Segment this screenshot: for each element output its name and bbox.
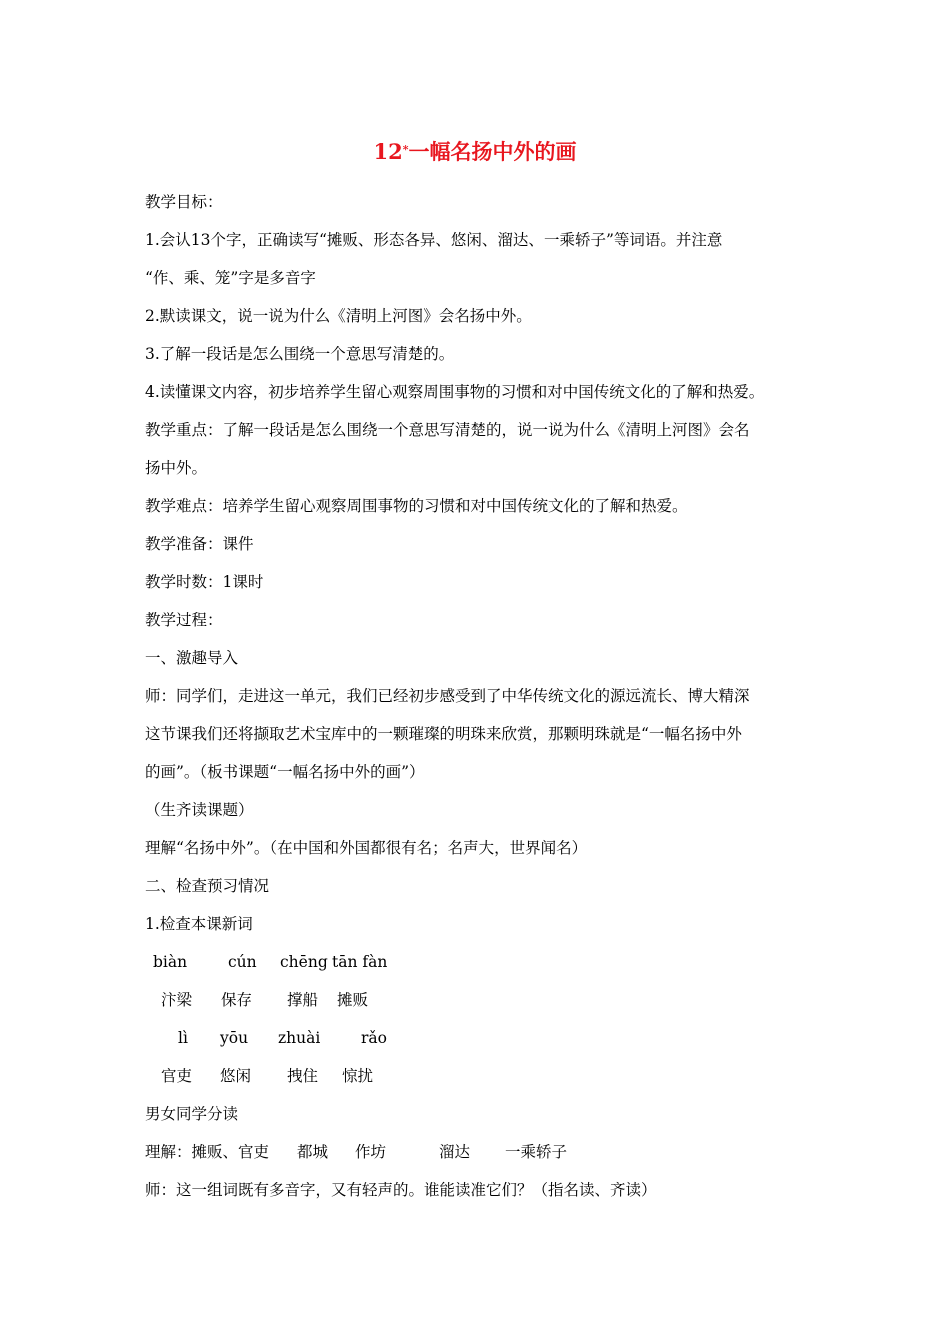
text-line: 男女同学分读 bbox=[145, 1105, 239, 1123]
text-line: 1.检查本课新词 bbox=[145, 915, 253, 933]
text-line: “作、乘、笼”字是多音字 bbox=[145, 269, 316, 287]
terms-line bbox=[145, 1140, 815, 1178]
text-line: 理解“名扬中外”。（在中国和外国都很有名；名声大，世界闻名） bbox=[145, 839, 588, 857]
vocab-word: 保存 bbox=[221, 991, 253, 1009]
pinyin: cún bbox=[228, 953, 257, 971]
text-line: 3.了解一段话是怎么围绕一个意思写清楚的。 bbox=[145, 345, 455, 363]
vocab-word: 官吏 bbox=[161, 1067, 193, 1085]
pinyin: rǎo bbox=[361, 1029, 387, 1047]
word-row bbox=[145, 988, 815, 1026]
pinyin: lì bbox=[178, 1029, 188, 1047]
term: 理解：摊贩、官吏 bbox=[145, 1143, 270, 1161]
pinyin: zhuài bbox=[278, 1029, 321, 1047]
vocab-word: 拽住 bbox=[287, 1067, 319, 1085]
text-line: 扬中外。 bbox=[145, 459, 208, 477]
term: 溜达 bbox=[439, 1143, 471, 1161]
pinyin-row bbox=[145, 1026, 815, 1064]
text-line: 师：同学们，走进这一单元，我们已经初步感受到了中华传统文化的源远流长、博大精深 bbox=[145, 687, 750, 705]
word-row bbox=[145, 1064, 815, 1102]
text-line: 教学准备：课件 bbox=[145, 535, 254, 553]
title-text: 一幅名扬中外的画 bbox=[408, 139, 577, 164]
pinyin: chēng bbox=[280, 953, 328, 971]
page-title bbox=[0, 138, 950, 166]
term: 一乘轿子 bbox=[505, 1143, 568, 1161]
pinyin-row bbox=[145, 950, 815, 988]
title-star: * bbox=[402, 143, 409, 156]
term: 作坊 bbox=[355, 1143, 387, 1161]
title-number: 12 bbox=[373, 139, 403, 164]
text-line: （生齐读课题） bbox=[145, 801, 254, 819]
vocab-word: 悠闲 bbox=[220, 1067, 252, 1085]
text-line: 1.会认13个字，正确读写“摊贩、形态各异、悠闲、溜达、一乘轿子”等词语。并注意 bbox=[145, 231, 723, 249]
pinyin: biàn bbox=[153, 953, 188, 971]
text-line: 师：这一组词既有多音字，又有轻声的。谁能读准它们？（指名读、齐读） bbox=[145, 1181, 657, 1199]
pinyin: tān fàn bbox=[332, 953, 388, 971]
text-line: 教学过程： bbox=[145, 611, 223, 629]
vocab-word: 撑船 bbox=[287, 991, 319, 1009]
text-line: 这节课我们还将撷取艺术宝库中的一颗璀璨的明珠来欣赏，那颗明珠就是“一幅名扬中外 bbox=[145, 725, 742, 743]
text-line: 教学目标： bbox=[145, 193, 223, 211]
vocab-word: 惊扰 bbox=[342, 1067, 374, 1085]
pinyin: yōu bbox=[220, 1029, 249, 1047]
text-line: 教学重点：了解一段话是怎么围绕一个意思写清楚的，说一说为什么《清明上河图》会名 bbox=[145, 421, 750, 439]
term: 都城 bbox=[297, 1143, 329, 1161]
text-line: 4.读懂课文内容，初步培养学生留心观察周围事物的习惯和对中国传统文化的了解和热爱。 bbox=[145, 383, 765, 401]
text-line: 的画”。（板书课题“一幅名扬中外的画”） bbox=[145, 763, 425, 781]
vocab-word: 摊贩 bbox=[337, 991, 369, 1009]
vocab-word: 汴梁 bbox=[161, 991, 193, 1009]
text-line: 2.默读课文，说一说为什么《清明上河图》会名扬中外。 bbox=[145, 307, 532, 325]
document-body bbox=[145, 190, 815, 1216]
text-line: 一、激趣导入 bbox=[145, 649, 239, 667]
text-line: 教学难点：培养学生留心观察周围事物的习惯和对中国传统文化的了解和热爱。 bbox=[145, 497, 688, 515]
text-line: 二、检查预习情况 bbox=[145, 877, 270, 895]
text-line: 教学时数：1课时 bbox=[145, 573, 264, 591]
